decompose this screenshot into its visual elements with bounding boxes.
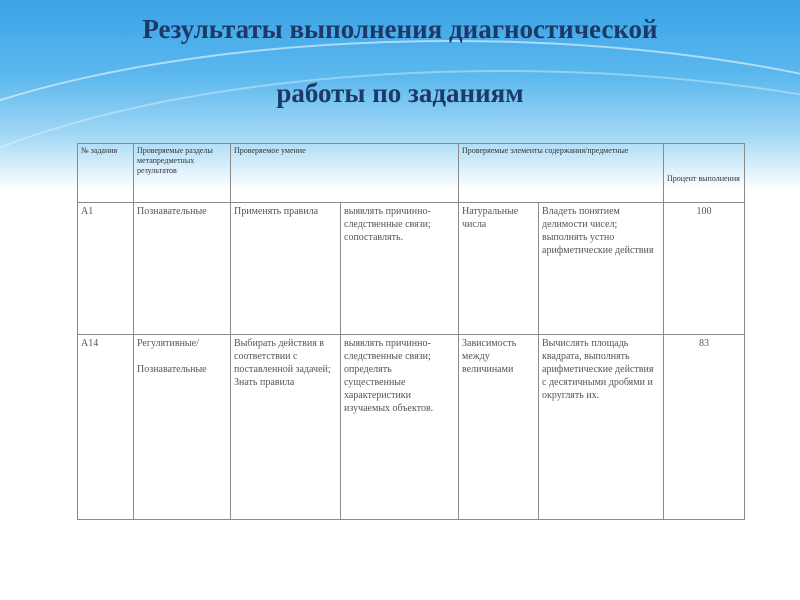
cell-percent: 83 [664,335,745,520]
cell-task: А1 [78,203,134,335]
table-header-row [78,144,745,203]
header-percent-label: Процент выполнения [667,174,740,183]
table-row [78,203,745,335]
cell-subject-skill: Вычислять площадь квадрата, выполнять арифметические действия с десятичными дробями и округлять их. [539,335,664,520]
header-percent [664,144,745,203]
cell-skill: Выбирать действия в соответствии с поставленной задачей; Знать правила [231,335,341,520]
cell-skill: Применять правила [231,203,341,335]
cell-action: выявлять причинно-следственные связи; сопоставлять. [341,203,459,335]
cell-subject-skill: Владеть понятием делимости чисел; выполнять устно арифметические действия [539,203,664,335]
results-table [77,143,745,520]
cell-action: выявлять причинно-следственные связи; определять существенные характеристики изучаемых объектов. [341,335,459,520]
header-task-number: № задания [78,144,134,203]
table-row [78,335,745,520]
cell-task: А14 [78,335,134,520]
slide-title-line-2: работы по заданиям [276,78,524,108]
cell-section-line-1: Регулятивные/ [137,338,199,349]
cell-section-line-2: Познавательные [137,364,207,375]
cell-content: Зависимость между величинами [459,335,539,520]
cell-percent: 100 [664,203,745,335]
slide-title-line-1: Результаты выполнения диагностической [142,14,658,44]
cell-content: Натуральные числа [459,203,539,335]
cell-section [134,335,231,520]
header-elements: Проверяемые элементы содержания/предметные [459,144,664,203]
cell-section: Познавательные [134,203,231,335]
header-skill: Проверяемое умение [231,144,459,203]
header-meta-results: Проверяемые разделы метапредметных результатов [134,144,231,203]
